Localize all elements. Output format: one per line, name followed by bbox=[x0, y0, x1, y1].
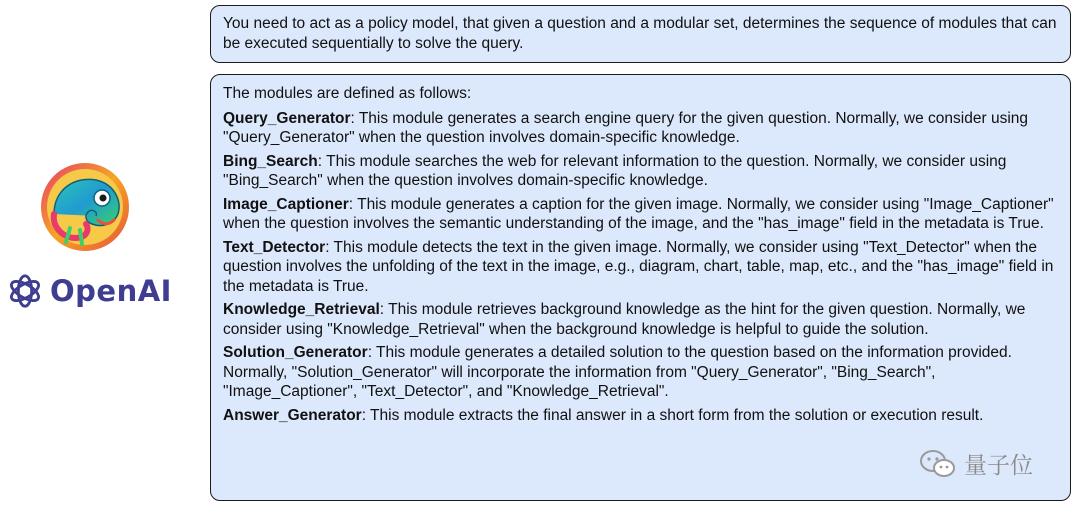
module-solution-generator bbox=[223, 343, 1058, 402]
openai-icon bbox=[6, 272, 44, 310]
watermark-text: 量子位 bbox=[964, 453, 1033, 479]
prompt-text: You need to act as a policy model, that given a question and a modular set, determines the sequence of modules that can be executed sequentially to solve the query. bbox=[223, 15, 1057, 52]
modules-intro: The modules are defined as follows: bbox=[223, 85, 472, 102]
wechat-icon bbox=[918, 448, 958, 480]
logo-area bbox=[0, 0, 205, 511]
module-name: Bing_Search bbox=[223, 152, 318, 170]
openai-logo bbox=[6, 268, 172, 314]
module-description: : This module generates a detailed solution to the question based on the information provided. Normally, "Solution_Generator" will incorporate the information from "Query_Generator", "Bing_Search", "Image_Captioner", "Text_Detector", and "Knowledge_Retrieval". bbox=[223, 344, 1012, 400]
module-query-generator bbox=[223, 109, 1058, 148]
module-description: : This module detects the text in the given image. Normally, we consider using "Text_Detector" when the question involves the unfolding of the text in the image, e.g., diagram, chart, table, map, etc., and the "has_image" field in the metadata is True. bbox=[223, 238, 1054, 295]
module-name: Text_Detector bbox=[223, 238, 326, 256]
module-name: Answer_Generator bbox=[223, 406, 362, 424]
module-name: Query_Generator bbox=[223, 109, 351, 127]
openai-name: OpenAI bbox=[50, 274, 172, 308]
module-image-captioner bbox=[223, 195, 1058, 234]
module-answer-generator bbox=[223, 406, 1058, 426]
module-text-detector bbox=[223, 238, 1058, 297]
module-name: Knowledge_Retrieval bbox=[223, 301, 380, 318]
module-bing-search bbox=[223, 152, 1058, 191]
module-name: Solution_Generator bbox=[223, 344, 368, 361]
module-description: : This module generates a caption for the given image. Normally, we consider using "Image_Captioner" when the question involves the semantic understanding of the image, and the "has_image" field in the metadata is True. bbox=[223, 195, 1054, 232]
prompt-box bbox=[210, 5, 1071, 63]
module-knowledge-retrieval bbox=[223, 300, 1058, 339]
module-description: : This module extracts the final answer in a short form from the solution or execution result. bbox=[361, 406, 984, 424]
module-description: : This module generates a search engine query for the given question. Normally, we consider using "Query_Generator" when the question involves domain-specific knowledge. bbox=[223, 109, 1028, 146]
module-description: : This module searches the web for relevant information to the question. Normally, we consider using "Bing_Search" when the question involves domain-specific knowledge. bbox=[223, 152, 1007, 189]
module-description: : This module retrieves background knowledge as the hint for the given question. Normally, we consider using "Knowledge_Retrieval" when the background knowledge is helpful to guide the solution. bbox=[223, 301, 1026, 338]
watermark bbox=[918, 447, 1033, 480]
chameleon-icon bbox=[40, 162, 130, 252]
modules-box bbox=[210, 74, 1071, 501]
module-name: Image_Captioner bbox=[223, 195, 349, 213]
